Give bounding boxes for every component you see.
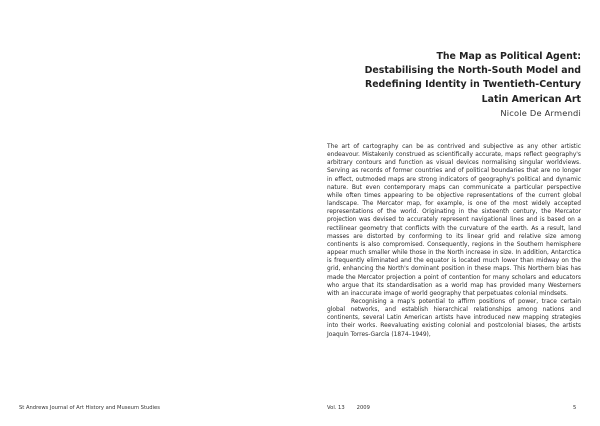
body-paragraph: The art of cartography can be as contrived and subjective as any other artistic endeavour. Mistakenly construed as scientifically accurate, maps reflect geography's arbitrary contours and function as visual devices normalising singular worldviews. Serving as records of former countries and of political boundaries that are no longer in effect, outmoded maps are strong indicators of geography's political and dynamic nature. But even contemporary maps can communicate a particular perspective while often times appearing to be objective representations of the current global landscape. The Mercator map, for example, is one of the most widely accepted representations of the world. Originating in the sixteenth century, the Mercator projection was devised to accurately represent navigational lines and is based on a rectilinear geometry that conflicts with the curvature of the earth. As a result, land masses are distorted by conforming to its linear grid and relative size among continents is also compromised. Consequently, regions in the Southern hemisphere appear much smaller while those in the North increase in size. In addition, Antarctica is frequently eliminated and the equator is located much lower than midway on the grid, enhancing the North's dominant position in these maps. This Northern bias has made the Mercator projection a point of contention for many scholars and educators who argue that its standardisation as a world map has provided many Westerners with an inaccurate image of world geography that perpetuates colonial mindsets. [327, 144, 581, 297]
title-line: Destabilising the North-South Model and [364, 65, 581, 77]
volume-label: Vol. 13 [327, 405, 345, 411]
title-line: Redefining Identity in Twentieth-Century [364, 79, 581, 91]
article-title [281, 50, 581, 107]
article-author: Nicole De Armendi [500, 108, 581, 118]
title-line: Latin American Art [481, 93, 581, 105]
body-paragraph: Recognising a map's potential to affirm positions of power, trace certain global networks, and establish hierarchical relationships among nations and continents, several Latin American artists have introduced new mapping strategies into their works. Reevaluating existing colonial and postcolonial biases, the artists Joaquín Torres-García (1874–1949), [327, 298, 581, 338]
volume-footer [327, 405, 370, 411]
year-label: 2009 [356, 405, 370, 411]
title-line: The Map as Political Agent: [436, 51, 581, 62]
journal-name-footer: St Andrews Journal of Art History and Museum Studies [19, 405, 160, 411]
article-body [327, 143, 581, 339]
page-number: 5 [573, 405, 577, 411]
